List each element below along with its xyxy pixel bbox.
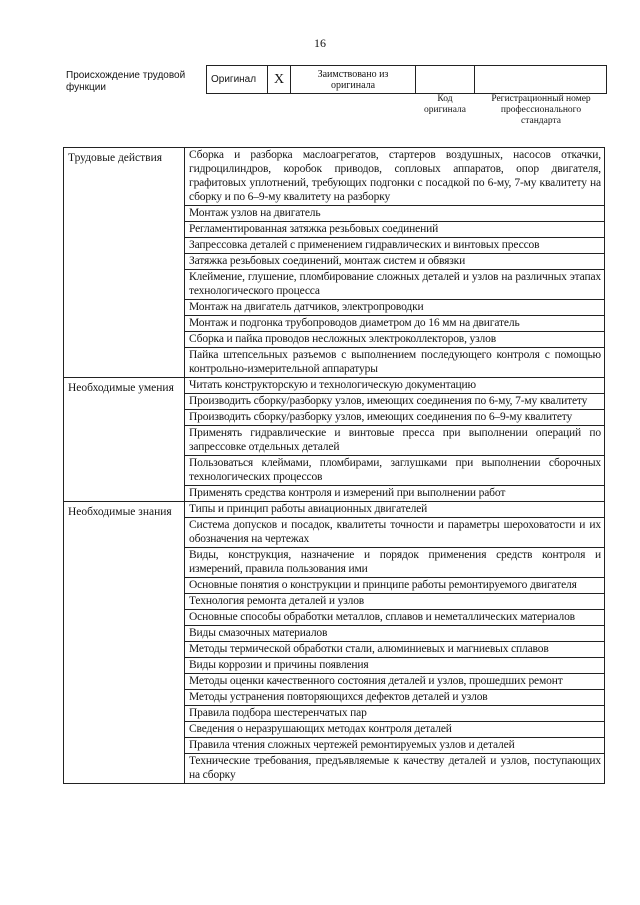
section-label-required-knowledge: Необходимые знания [64,502,185,784]
list-item: Технология ремонта деталей и узлов [185,594,605,610]
list-item: Технические требования, предъявляемые к качеству деталей и узлов, поступающих на сборку [185,754,605,784]
list-item: Монтаж и подгонка трубопроводов диаметром до 16 мм на двигатель [185,316,605,332]
list-item: Сборка и разборка маслоагрегатов, стартеров воздушных, насосов откачки, гидроцилиндров, коробок приводов, сопловых аппаратов, опор двигателя, графитовых уплотнений, требующих подгонки с посадкой по 6-му, 7-му квалитету на сборку и по 6–9-му квалитету на разборку [185,148,605,206]
origin-regnum-cell [475,66,607,94]
list-item: Запрессовка деталей с применением гидравлических и винтовых прессов [185,238,605,254]
list-item: Правила подбора шестеренчатых пар [185,706,605,722]
origin-mark: X [268,66,291,94]
list-item: Читать конструкторскую и технологическую документацию [185,378,605,394]
list-item: Применять средства контроля и измерений при выполнении работ [185,486,605,502]
list-item: Производить сборку/разборку узлов, имеющих соединения по 6–9-му квалитету [185,410,605,426]
section-label-required-skills: Необходимые умения [64,378,185,502]
list-item: Виды, конструкция, назначение и порядок применения средств контроля и измерений, правила пользования ими [185,548,605,578]
list-item: Клеймение, глушение, пломбирование сложных деталей и узлов на различных этапах технологического процесса [185,270,605,300]
list-item: Основные понятия о конструкции и принципе работы ремонтируемого двигателя [185,578,605,594]
list-item: Основные способы обработки металлов, сплавов и неметаллических материалов [185,610,605,626]
origin-table [206,65,607,94]
list-item: Пользоваться клеймами, пломбирами, заглушками при выполнении сборочных технологических процессов [185,456,605,486]
list-item: Монтаж на двигатель датчиков, электропроводки [185,300,605,316]
list-item: Виды смазочных материалов [185,626,605,642]
origin-label: Происхождение трудовой функции [66,70,186,93]
list-item: Затяжка резьбовых соединений, монтаж систем и обвязки [185,254,605,270]
list-item: Виды коррозии и причины появления [185,658,605,674]
list-item: Применять гидравлические и винтовые пресса при выполнении операций по запрессовке отдельных деталей [185,426,605,456]
list-item: Сведения о неразрушающих методах контроля деталей [185,722,605,738]
list-item: Методы устранения повторяющихся дефектов деталей и узлов [185,690,605,706]
table-row [64,148,605,206]
regnum-caption: Регистрационный номер профессионального стандарта [491,94,591,126]
table-row [64,502,605,518]
list-item: Регламентированная затяжка резьбовых соединений [185,222,605,238]
list-item: Правила чтения сложных чертежей ремонтируемых узлов и деталей [185,738,605,754]
section-label-labor-actions: Трудовые действия [64,148,185,378]
code-caption: Код оригинала [424,94,466,115]
page-number: 16 [314,36,326,50]
origin-code-cell [416,66,475,94]
list-item: Типы и принцип работы авиационных двигателей [185,502,605,518]
list-item: Сборка и пайка проводов несложных электроколлекторов, узлов [185,332,605,348]
origin-original-cell: Оригинал [207,66,268,94]
list-item: Пайка штепсельных разъемов с выполнением последующего контроля с помощью контрольно-измерительной аппаратуры [185,348,605,378]
list-item: Методы термической обработки стали, алюминиевых и магниевых сплавов [185,642,605,658]
list-item: Монтаж узлов на двигатель [185,206,605,222]
table-row [64,378,605,394]
origin-borrowed-cell: Заимствовано из оригинала [291,66,416,94]
labor-function-table [63,147,605,784]
list-item: Методы оценки качественного состояния деталей и узлов, прошедших ремонт [185,674,605,690]
list-item: Производить сборку/разборку узлов, имеющих соединения по 6-му, 7-му квалитету [185,394,605,410]
list-item: Система допусков и посадок, квалитеты точности и параметры шероховатости и их обозначения на чертежах [185,518,605,548]
